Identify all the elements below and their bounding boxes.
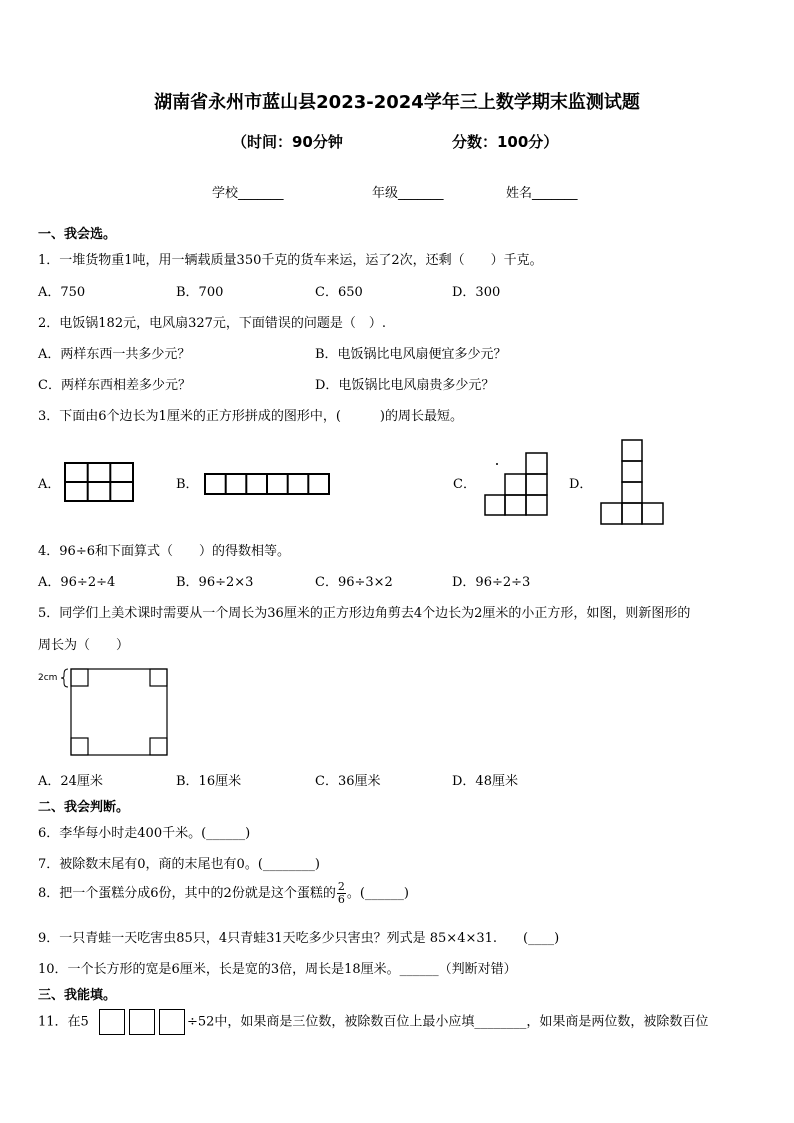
name-field[interactable]: 姓名_______	[506, 186, 578, 201]
q8-text: 8．把一个蛋糕分成6份，其中的2份就是这个蛋糕的	[38, 886, 336, 901]
q5-square-figure	[60, 666, 170, 758]
q2-option-c[interactable]: C．两样东西相差多少元？	[38, 378, 191, 393]
exam-score: 分数：100分）	[452, 133, 559, 151]
q3-option-c[interactable]: C．	[453, 477, 476, 492]
q5-option-b[interactable]: B．16厘米	[176, 774, 242, 789]
q3-figure-d	[600, 439, 664, 525]
q3-option-a[interactable]: A．	[38, 477, 61, 492]
q3-option-d[interactable]: D．	[569, 477, 593, 492]
q11-digit-box-3[interactable]	[159, 1009, 185, 1035]
q3-figure-a	[64, 462, 134, 502]
q8-fraction	[337, 881, 346, 906]
section-heading-choice: 一、我会选。	[38, 227, 117, 242]
q8-text-end: 。(______)	[346, 886, 409, 901]
q4-option-d[interactable]: D．96÷2÷3	[452, 575, 531, 590]
question-5: 5．同学们上美术课时需要从一个周长为36厘米的正方形边角剪去4个边长为2厘米的小正方形，如图，则新图形的	[38, 606, 691, 621]
q1-option-b[interactable]: B．700	[176, 285, 224, 300]
question-10: 10．一个长方形的宽是6厘米，长是宽的3倍，周长是18厘米。______（判断对错）	[38, 962, 517, 977]
q11-prefix: 11．在5	[38, 1014, 89, 1030]
q2-option-d[interactable]: D．电饭锅比电风扇贵多少元？	[315, 378, 495, 393]
grade-field[interactable]: 年级_______	[372, 186, 444, 201]
q1-option-a[interactable]: A．750	[38, 285, 86, 300]
question-7: 7．被除数末尾有0，商的末尾也有0。(________)	[38, 857, 320, 872]
q2-option-b[interactable]: B．电饭锅比电风扇便宜多少元？	[315, 347, 507, 362]
school-field[interactable]: 学校_______	[212, 186, 284, 201]
q11-digit-box-1[interactable]	[99, 1009, 125, 1035]
q1-option-c[interactable]: C．650	[315, 285, 363, 300]
question-9: 9．一只青蛙一天吃害虫85只，4只青蛙31天吃多少只害虫？列式是 85×4×31. (____)	[38, 931, 560, 946]
q2-option-a[interactable]: A．两样东西一共多少元？	[38, 347, 191, 362]
q8-fraction-denominator: 6	[337, 893, 345, 906]
q1-option-d[interactable]: D．300	[452, 285, 501, 300]
section-heading-judge: 二、我会判断。	[38, 800, 130, 815]
question-11	[38, 1009, 708, 1035]
question-3: 3．下面由6个边长为1厘米的正方形拼成的图形中，( )的周长最短。	[38, 409, 463, 424]
question-4: 4．96÷6和下面算式（ ）的得数相等。	[38, 544, 290, 559]
q3-figure-b	[204, 473, 330, 495]
q5-option-d[interactable]: D．48厘米	[452, 774, 518, 789]
q4-option-a[interactable]: A．96÷2÷4	[38, 575, 116, 590]
q8-fraction-numerator: 2	[337, 880, 345, 893]
q3-figure-c	[484, 452, 548, 516]
question-1: 1．一堆货物重1吨，用一辆载质量350千克的货车来运，运了2次，还剩（ ）千克。	[38, 253, 543, 268]
page-title: 湖南省永州市蓝山县2023-2024学年三上数学期末监测试题	[154, 92, 640, 113]
q5-option-c[interactable]: C．36厘米	[315, 774, 381, 789]
section-heading-fill: 三、我能填。	[38, 988, 117, 1003]
q11-digit-box-2[interactable]	[129, 1009, 155, 1035]
q3-option-b[interactable]: B．	[176, 477, 199, 492]
q4-option-b[interactable]: B．96÷2×3	[176, 575, 254, 590]
question-2: 2．电饭锅182元，电风扇327元，下面错误的问题是（ ）.	[38, 316, 387, 331]
q5-option-a[interactable]: A．24厘米	[38, 774, 103, 789]
q5-figure-label: 2cm	[38, 673, 58, 683]
q11-suffix: ÷52中，如果商是三位数，被除数百位上最小应填________，如果商是两位数，被除数百位	[186, 1014, 709, 1030]
exam-time: （时间：90分钟	[232, 133, 343, 151]
q4-option-c[interactable]: C．96÷3×2	[315, 575, 393, 590]
question-5-continued: 周长为（ ）	[38, 638, 130, 653]
question-8	[38, 881, 409, 906]
question-6: 6．李华每小时走400千米。(______)	[38, 826, 251, 841]
